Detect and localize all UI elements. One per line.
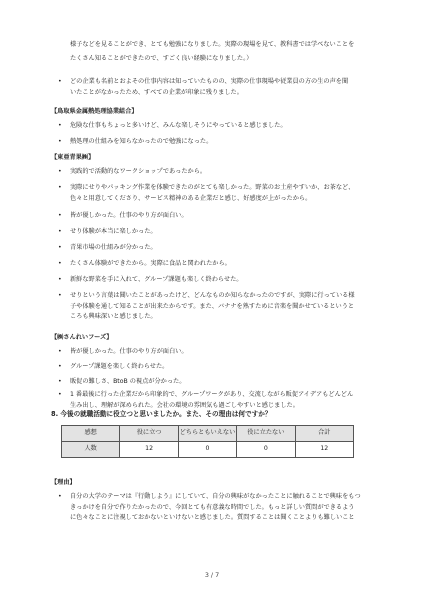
list-item — [57, 167, 401, 178]
list-item — [57, 137, 401, 148]
table-header-cell: 役に立たない — [237, 426, 295, 442]
bullet-icon: • — [58, 391, 62, 398]
question-title: 8. 今後の就職活動に役立つと思いましたか。また、その理由は何ですか？ — [51, 410, 272, 418]
list-item-text: に色々なことに注視しておかないといけないと感じました。質問することは聞くことよりも難しいこと — [70, 514, 355, 522]
table-cell: 0 — [237, 442, 295, 458]
list-item-text: 子や体験を通して知ることが出来たからです。また、バナナを熟すために音楽を聞かせているというと — [70, 302, 355, 310]
bullet-icon: • — [58, 363, 62, 370]
table-header-cell: 役に立つ — [120, 426, 178, 442]
table-header-cell: 感想 — [62, 426, 120, 442]
list-item-text: 熱処理の仕組みを知らなかったので勉強になった。 — [70, 138, 213, 145]
list-item-text: 自分の大学のテーマは『行動しよう』にしていて、自分の興味がなかったことに触れることで興味をもつ — [70, 493, 361, 500]
list-item — [57, 291, 401, 323]
list-item — [57, 275, 401, 286]
bullet-icon: • — [58, 378, 62, 385]
list-item — [57, 259, 401, 270]
section-header: 【鳥取県金属熱処理協業組合】 — [51, 108, 138, 115]
list-item-text: たくさん体験ができたから。実際に食品と関われたから。 — [70, 260, 231, 267]
list-item-text: 1 番最後に行った企業だから印象的で、グループワークがあり、交流しながら販促アイデアもどんどん — [70, 391, 354, 398]
list-item — [57, 243, 401, 254]
list-item — [57, 492, 401, 524]
bullet-icon: • — [58, 138, 62, 145]
list-item-text: 実践的で活動的なワークショップであったから。 — [70, 168, 207, 175]
list-item-text: いたことがなかったため、すべての企業が印象に残りました。 — [70, 88, 243, 96]
list-item-text: 皆が優しかった。仕事のやり方が面白い。 — [70, 348, 188, 355]
table-row-label: 人数 — [62, 442, 120, 458]
list-item-text: 色々と用意してくださり、サービス精神のある企業だと感じ、好感度が上がったから。 — [70, 194, 312, 202]
list-item — [57, 347, 401, 358]
bullet-icon: • — [58, 292, 62, 299]
bullet-icon: • — [58, 78, 62, 85]
section-header: 【東亜青果㈱】 — [51, 154, 95, 161]
bullet-icon: • — [58, 184, 62, 191]
list-item-text: 皆が優しかった。仕事のやり方が面白い。 — [70, 212, 188, 219]
table-cell: 0 — [178, 442, 236, 458]
table-cell: 12 — [295, 442, 353, 458]
survey-table — [61, 425, 354, 458]
list-item-text: きっかけを自分で作りたかったので、今回とても有意義な時間でした。もっと詳しい質問ができるよう — [70, 503, 355, 511]
bullet-icon: • — [58, 348, 62, 355]
page-number: 3 / 7 — [204, 571, 220, 579]
table-header-cell: 合計 — [295, 426, 353, 442]
list-item-text: どの企業も名前とおよその仕事内容は知っていたものの、実際の仕事現場や従業員の方の生の声を聞 — [70, 78, 349, 85]
section-header: 【理由】 — [51, 479, 76, 486]
list-item — [57, 227, 401, 238]
bullet-icon: • — [58, 276, 62, 283]
paragraph-line: 様子などを見ることができ、とても勉強になりました。実際の現場を見て、教科書では学べないことを — [70, 41, 355, 48]
table-header-row — [62, 426, 354, 442]
list-item — [57, 377, 401, 388]
bullet-icon: • — [58, 244, 62, 251]
list-item — [57, 121, 401, 132]
list-item-text: ころも興味深いと感じました。 — [70, 313, 157, 321]
list-item — [57, 362, 401, 373]
table-row — [62, 442, 354, 458]
bullet-icon: • — [58, 122, 62, 129]
list-item-text: 危険な仕事もちょっと多いけど、みんな楽しそうにやっていると感じました。 — [70, 122, 287, 129]
list-item — [57, 390, 401, 411]
list-item-text: 販促の難しさ、BtoB の視点が分かった。 — [70, 378, 186, 385]
list-item — [57, 77, 401, 98]
list-item-text: せり体験が本当に楽しかった。 — [70, 228, 157, 235]
table-header-cell: どちらともいえない — [178, 426, 236, 442]
list-item-text: 青果市場の仕組みが分かった。 — [70, 244, 157, 251]
paragraph-line: たくさん知ることができたので、すごく良い経験になりました。） — [70, 55, 253, 62]
list-item-text: せりという言葉は聞いたことがあったけど、どんなものか知らなかったのですが、実際に行っている様 — [70, 292, 355, 299]
bullet-icon: • — [58, 260, 62, 267]
list-item — [57, 183, 401, 204]
bullet-icon: • — [58, 168, 62, 175]
section-header: 【㈱さんれいフーズ】 — [51, 334, 113, 341]
list-item-text: 新鮮な野菜を手に入れて、グループ課題も楽しく終わらせた。 — [70, 276, 243, 283]
list-item-text: 実際にせりやパッキング作業を体験できたのがとても楽しかった。野菜のお土産やすいか、お茶など、 — [70, 184, 355, 191]
list-item-text: 生み出し、理解が深められた。会社の環境の雰囲気も過ごしやすいと感じました。 — [70, 401, 299, 409]
bullet-icon: • — [58, 228, 62, 235]
bullet-icon: • — [58, 212, 62, 219]
list-item-text: グループ課題を楽しく終わらせた。 — [70, 363, 169, 370]
bullet-icon: • — [58, 493, 62, 500]
table-cell: 12 — [120, 442, 178, 458]
list-item — [57, 211, 401, 222]
